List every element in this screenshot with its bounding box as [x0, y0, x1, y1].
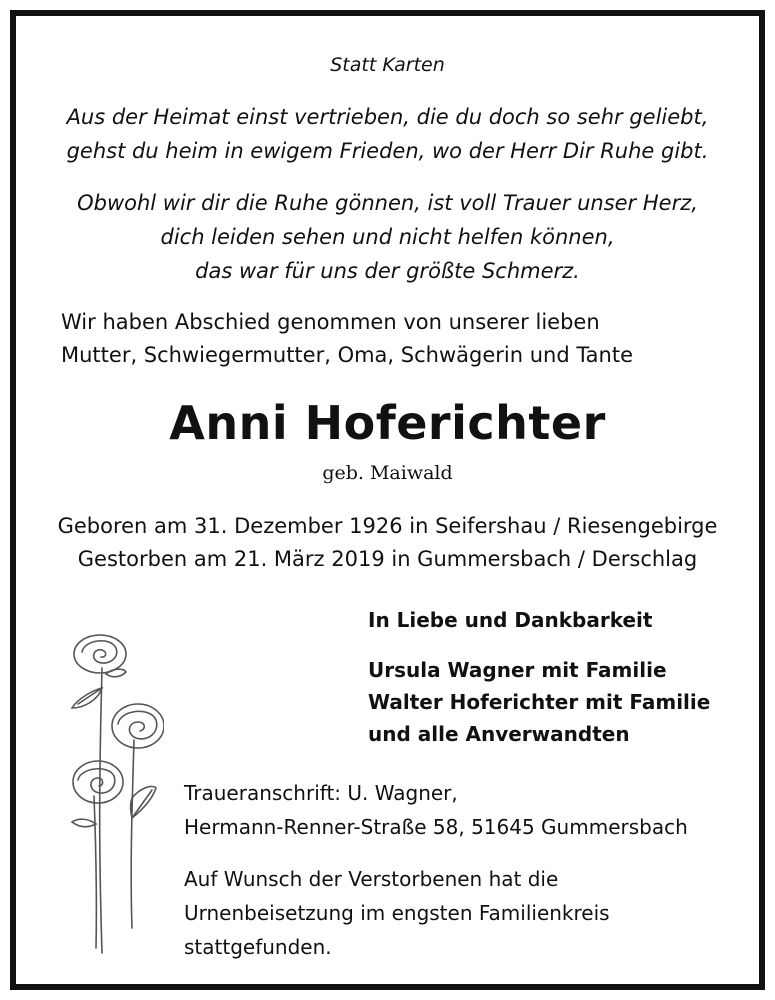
- burial-note-line: Urnenbeisetzung im engsten Familienkreis: [184, 901, 610, 925]
- mourning-address: [184, 776, 688, 844]
- mourner-name: Ursula Wagner mit Familie: [368, 658, 667, 682]
- death-date: Gestorben am 21. März 2019 in Gummersbach / Derschlag: [77, 547, 698, 571]
- verse-one: [16, 100, 759, 168]
- intro-line: Mutter, Schwiegermutter, Oma, Schwägerin und Tante: [61, 343, 634, 367]
- birth-date: Geboren am 31. Dezember 1926 in Seifershau / Riesengebirge: [57, 514, 718, 538]
- verse-one-line: Aus der Heimat einst vertrieben, die du doch so sehr geliebt,: [66, 105, 709, 129]
- statt-karten: Statt Karten: [330, 54, 445, 76]
- thanks-line: In Liebe und Dankbarkeit: [368, 608, 653, 632]
- address-line: Traueranschrift: U. Wagner,: [184, 781, 458, 805]
- deceased-name: Anni Hoferichter: [169, 396, 606, 450]
- mourner-name: Walter Hoferichter mit Familie: [368, 690, 711, 714]
- intro-text: [61, 306, 633, 372]
- verse-two-line: dich leiden sehen und nicht helfen können,: [160, 225, 615, 249]
- birth-name: geb. Maiwald: [322, 462, 453, 484]
- mourners-list: [368, 654, 710, 750]
- burial-note-line: Auf Wunsch der Verstorbenen hat die: [184, 867, 559, 891]
- roses-icon: [54, 628, 164, 958]
- verse-one-line: gehst du heim in ewigem Frieden, wo der Herr Dir Ruhe gibt.: [66, 139, 709, 163]
- mourner-name: und alle Anverwandten: [368, 722, 630, 746]
- verse-two-line: das war für uns der größte Schmerz.: [195, 259, 580, 283]
- address-line: Hermann-Renner-Straße 58, 51645 Gummersbach: [184, 815, 688, 839]
- verse-two: [16, 186, 759, 288]
- life-dates: [16, 510, 759, 576]
- burial-note: [184, 862, 610, 964]
- obituary-card: [10, 10, 765, 990]
- intro-line: Wir haben Abschied genommen von unserer lieben: [61, 310, 600, 334]
- burial-note-line: stattgefunden.: [184, 935, 332, 959]
- verse-two-line: Obwohl wir dir die Ruhe gönnen, ist voll Trauer unser Herz,: [77, 191, 698, 215]
